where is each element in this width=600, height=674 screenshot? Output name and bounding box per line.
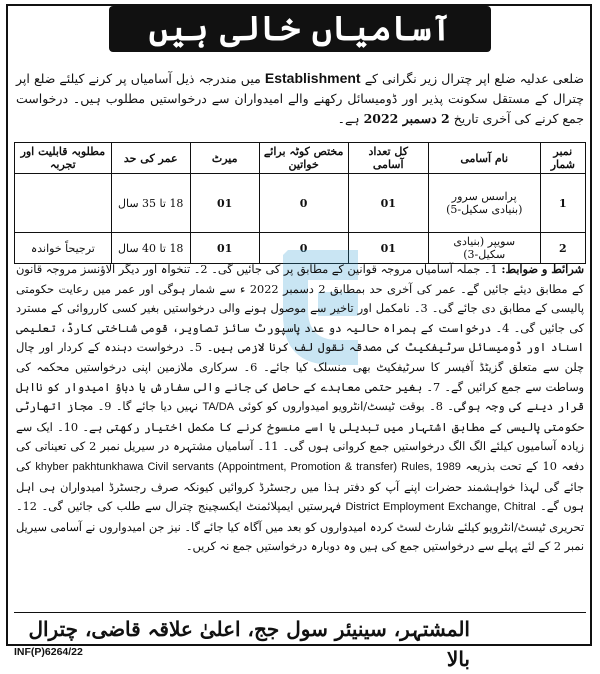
terms-text-1: 1۔ جملہ آسامیاں مروجہ قوانین کے مطابق پر کی جائیں گی۔ 2۔ تنخواہ اور دیگر الاؤنسز مروجہ قانون کے مطابق دیئے جائیں گے۔ عمر کی آخری حد بمطابق 2 دسمبر 2022 ء سے شمار ہوگی اور عمر میں رعایت حکومتی پالیسی کے مطابق دی جائے گی۔ 3۔ نامکمل اور تاخیر سے موصول ہونے والی درخواستیں بغیر کسی کارروائی کے مسترد کی جائیں گی۔ 4۔ درخواست کے ہمراہ حالیہ دو عدد پاسپورٹ سائز تصاویر، قومی شناختی کارڈ، تعلیمی اسناد اور ڈومیسائل سرٹیفکیٹ کی مصدقہ نقول لف کرنا لازمی ہیں۔ 5۔ درخواست دہندہ کے کردار اور چال چلن سے متعلق گزیٹڈ آفیسر کا سرٹیفکیٹ بھی منسلک کیا جائے۔ 6۔ سرکاری ملازمین اپنی درخواستیں محکمہ کی وساطت سے جمع کرائیں گے۔ 7۔ بغیر حتمی معاہدے کے حاصل کی جانے والی سفارش یا دباؤ امیدوار کو نااہل قرار دینے کی وجہ ہوگی۔ 8۔ بوقت ٹیسٹ/انٹرویو امیدواروں کو کوئی (16, 263, 585, 414)
title-banner (0, 6, 600, 52)
footer-divider (14, 612, 586, 613)
intro-text-3: ہے۔ (337, 111, 360, 126)
table-header-row (15, 143, 586, 174)
row-post-name: سویپر (بنیادی سکیل-3) (428, 233, 540, 264)
row-age-limit: 18 تا 40 سال (111, 233, 190, 264)
row-total-posts: 01 (348, 174, 428, 233)
header-age-limit: عمر کی حد (111, 143, 190, 174)
intro-text-1: ضلعی عدلیہ ضلع اپر چترال زیر نگرانی کے (364, 71, 584, 86)
row-qualification: ترجیحاً خواندہ (15, 233, 112, 264)
header-total-posts: کل تعداد آسامی (348, 143, 428, 174)
row-merit: 01 (190, 233, 259, 264)
terms-text-2: نہیں دیا جائے گا۔ 9۔ مجاز اتھارٹی حکومتی پالیسی کے مطابق اشتہار میں تبدیلی یا اسے منسوخ کرنے کا مکمل اختیار رکھتی ہے۔ 10۔ ایک سے زیادہ آسامیوں کیلئے الگ الگ درخواستیں جمع کروانی ہوں گی۔ 11۔ آسامیاں مشتہرہ در سیریل نمبر 2 کی تعیناتی (16, 400, 585, 454)
header-merit: میرٹ (190, 143, 259, 174)
row-post-name-line2: (بنیادی سکیل-5) (446, 203, 523, 216)
intro-paragraph (16, 68, 584, 129)
footer (10, 614, 590, 671)
row-women-quota: 0 (259, 233, 348, 264)
terms-lead: شرائط و ضوابط: (501, 262, 584, 276)
row-serial: 2 (540, 233, 585, 264)
header-women-quota: مختص کوٹہ برائے خواتین (259, 143, 348, 174)
row-qualification (15, 174, 112, 233)
row-age-limit: 18 تا 35 سال (111, 174, 190, 233)
terms-and-conditions (16, 260, 584, 557)
intro-establishment: Establishment (264, 70, 361, 86)
row-merit: 01 (190, 174, 259, 233)
advertiser-signature: المشتہر، سینیئر سول جج، اعلیٰ علاقہ قاضی، چترال بالا (28, 617, 470, 671)
terms-text-5: فہرستیں ایمپلائمنٹ ایکسچینج چترال سے طلب کی جائیں گی۔ 12۔ تحریری ٹیسٹ/انٹرویو کیلئے شارٹ لسٹ کردہ امیدواروں کو بعد میں آگاہ کیا جائے گا۔ نیز جن امیدواروں نے آسامی سیریل نمبر 2 کے لئے پہلے سے درخواستیں جمع کی ہیں وہ دوبارہ درخواستیں جمع نہ کریں۔ (16, 500, 584, 554)
inf-code: INF(P)6264/22 (14, 646, 83, 658)
intro-last-date: 2 دسمبر 2022 (363, 111, 450, 126)
terms-tada: TA/DA (202, 401, 235, 414)
table-row (15, 174, 586, 233)
terms-text-4: کی جائے گی لہذا خواہشمند حضرات اپنے آپ کو دفتر ہذا میں رجسٹرڈ کروائیں کیونکہ صرف رجسٹرڈ امیدواران ہی اہل ہوں گے۔ (16, 459, 584, 514)
row-post-name-line1: پراسس سرور (451, 190, 517, 203)
terms-text-3: کی دفعہ 10 کے تحت بذریعہ (16, 440, 585, 473)
header-post-name: نام آسامی (428, 143, 540, 174)
page-title: آسامیاں خالی ہیں (109, 6, 492, 52)
row-post-name (428, 174, 540, 233)
intro-text-2: میں مندرجہ ذیل آسامیاں پر کرنے کیلئے ضلع اپر چترال کے مستقل سکونت پذیر اور ڈومیسائل رکھنے والے امیدواران سے درخواستیں مطلوب ہیں۔ درخواست جمع کرنے کی آخری تاریخ (16, 71, 584, 126)
row-women-quota: 0 (259, 174, 348, 233)
header-serial: نمبر شمار (540, 143, 585, 174)
header-qualification: مطلوبہ قابلیت اور تجربہ (15, 143, 112, 174)
row-serial: 1 (540, 174, 585, 233)
row-total-posts: 01 (348, 233, 428, 264)
terms-exchange-english: District Employment Exchange, Chitral (345, 501, 536, 514)
terms-rules-english: khyber pakhtunkhawa Civil servants (Appointment, Promotion & transfer) Rules, 1989 (35, 460, 461, 473)
